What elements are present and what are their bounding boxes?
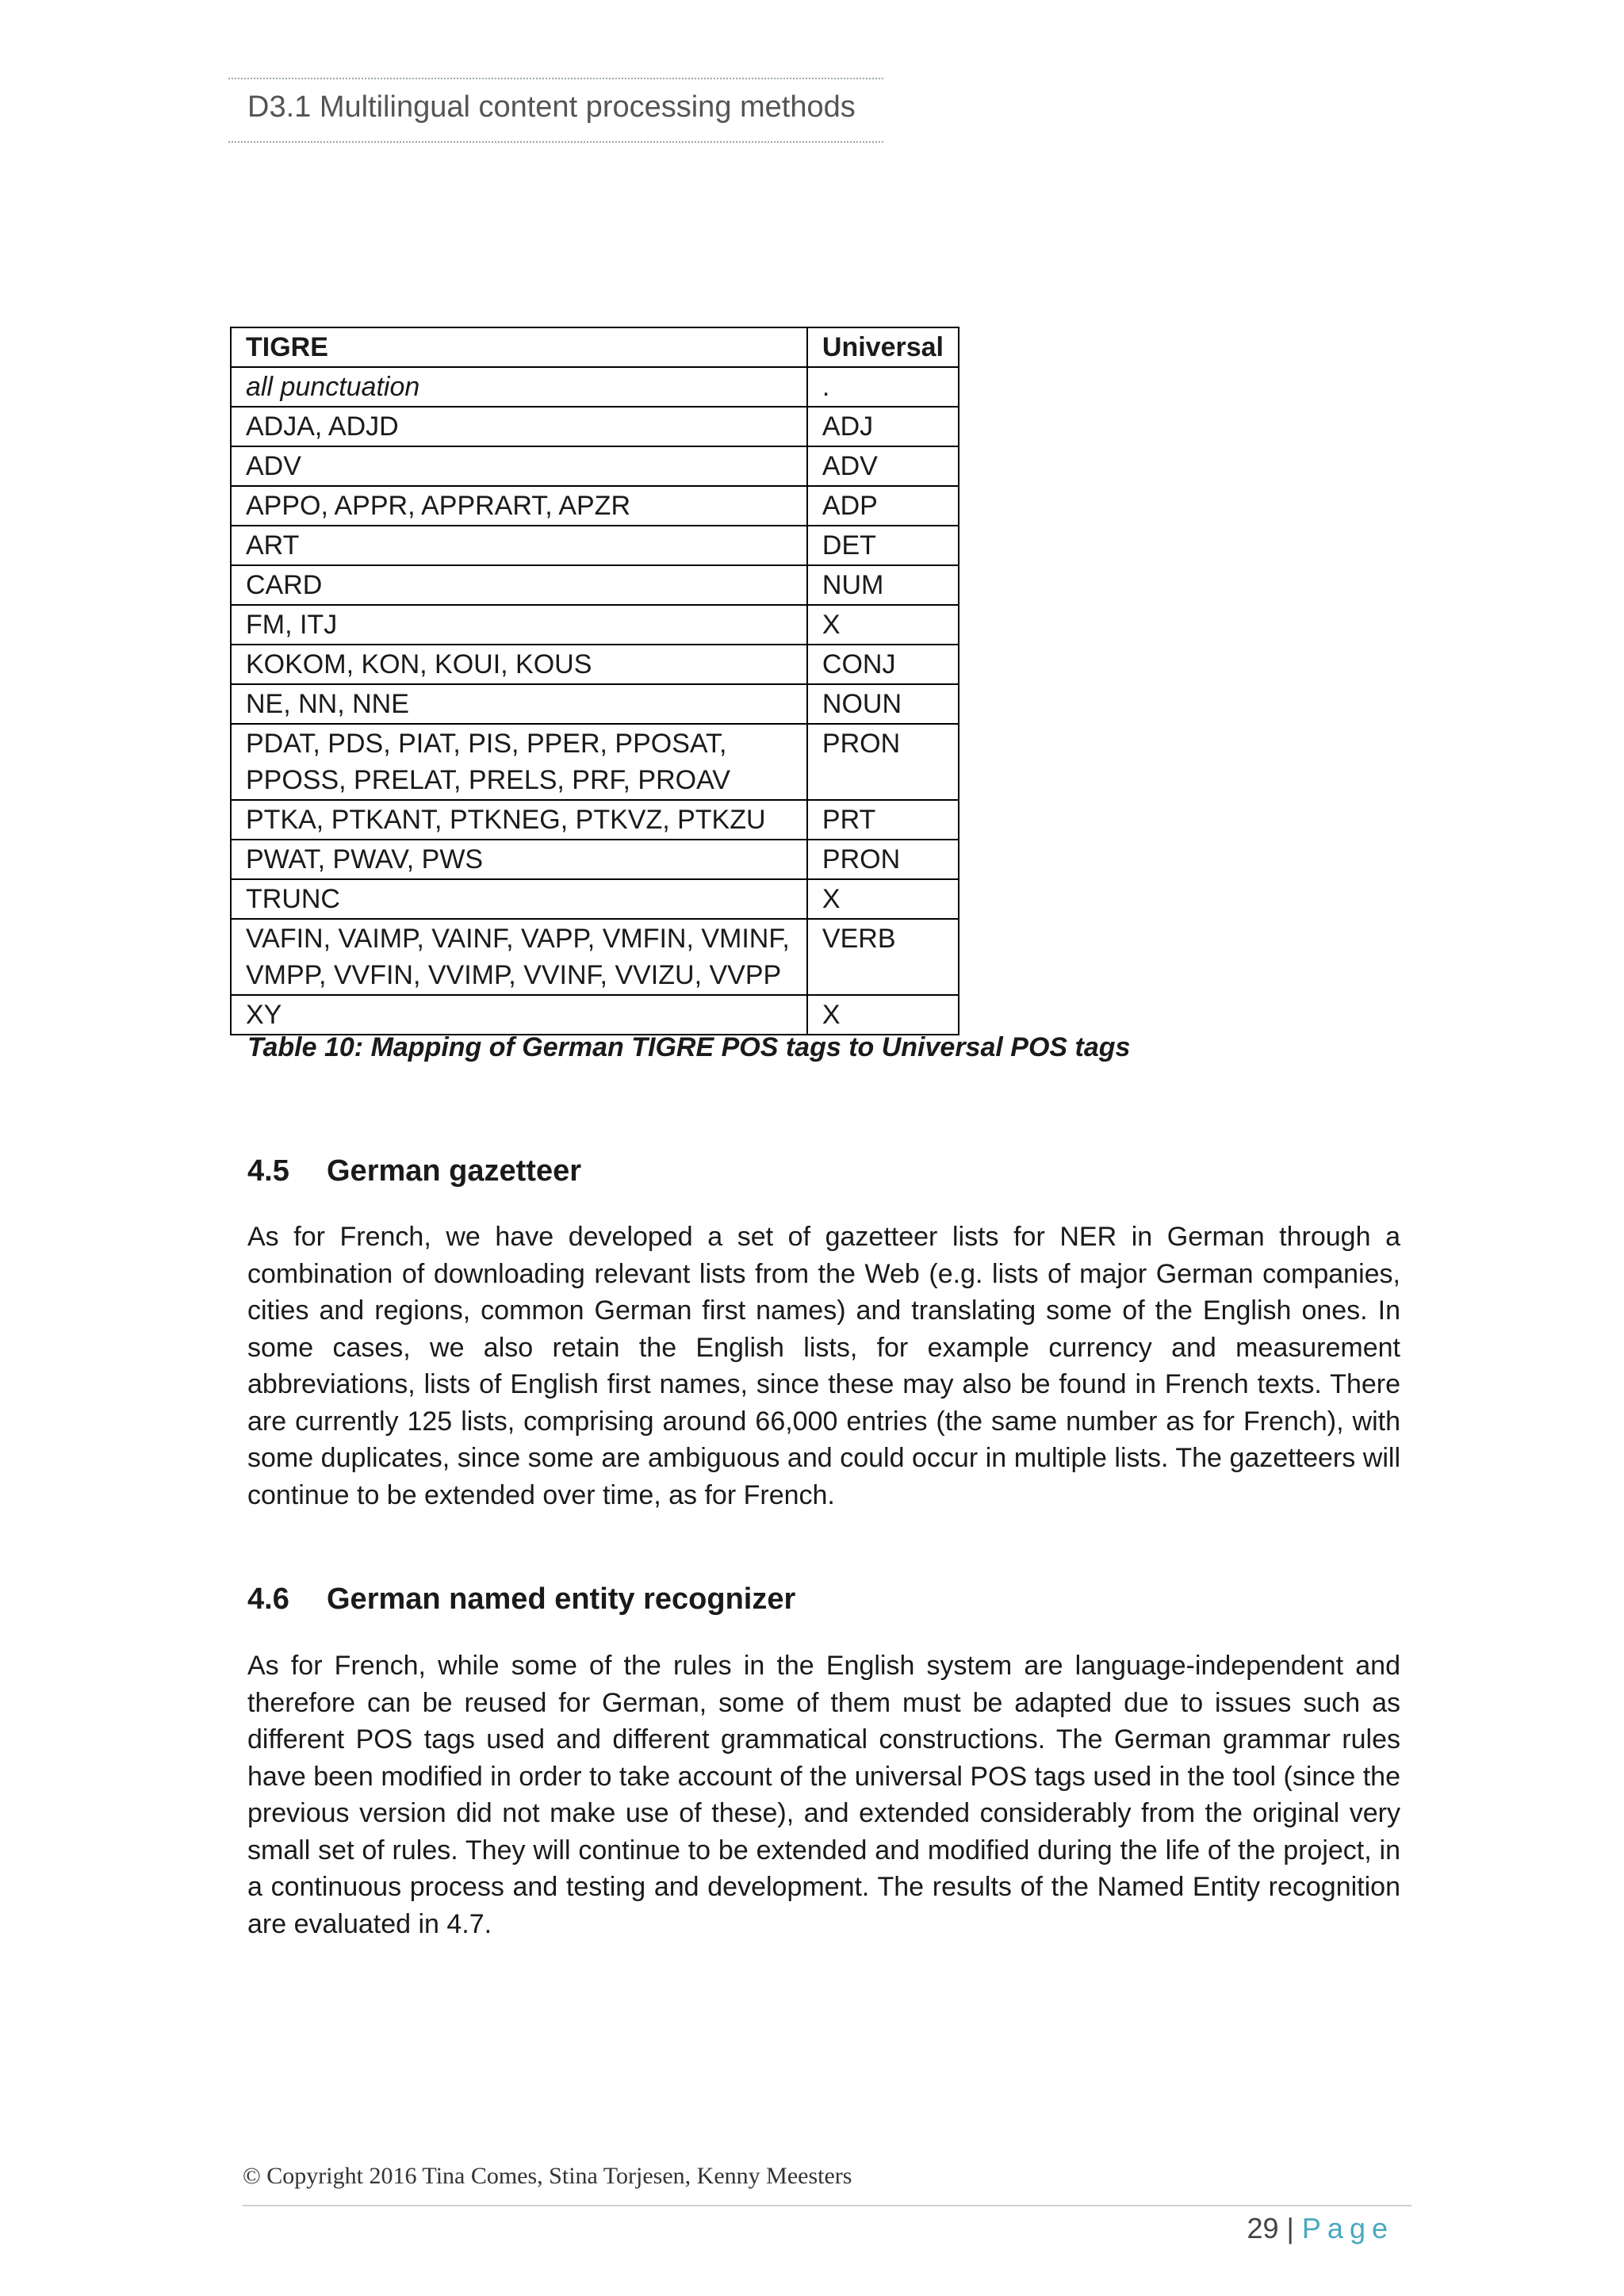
- table-cell-tigre: XY: [231, 995, 807, 1035]
- table-row: [231, 446, 959, 486]
- table-cell-tigre: all punctuation: [231, 367, 807, 407]
- section-number: 4.5: [247, 1154, 289, 1188]
- table-cell-tigre: [231, 724, 807, 800]
- section-title: German named entity recognizer: [327, 1582, 796, 1616]
- section-title: German gazetteer: [327, 1154, 582, 1188]
- table-header-tigre: TIGRE: [231, 327, 807, 367]
- table-cell-tigre: CARD: [231, 565, 807, 605]
- copyright-notice: © Copyright 2016 Tina Comes, Stina Torjesen, Kenny Meesters: [243, 2163, 852, 2189]
- table-row: [231, 919, 959, 995]
- table-cell-tigre: TRUNC: [231, 879, 807, 919]
- table-cell-universal: ADV: [807, 446, 959, 486]
- table-cell-tigre: APPO, APPR, APPRART, APZR: [231, 486, 807, 526]
- table-row: [231, 995, 959, 1035]
- table-row: [231, 879, 959, 919]
- footer-rule: [243, 2205, 1411, 2206]
- table-row: [231, 526, 959, 565]
- table-cell-line: VAFIN, VAIMP, VAINF, VAPP, VMFIN, VMINF,: [246, 924, 790, 954]
- table-header-universal: Universal: [807, 327, 959, 367]
- table-header-row: [231, 327, 959, 367]
- header-rule-top: [228, 78, 883, 79]
- table-cell-universal: CONJ: [807, 645, 959, 684]
- page-label: Page: [1301, 2212, 1394, 2244]
- pos-mapping-table: [230, 327, 959, 1035]
- table-row: [231, 486, 959, 526]
- table-row: [231, 645, 959, 684]
- table-cell-tigre: PWAT, PWAV, PWS: [231, 840, 807, 879]
- table-cell-tigre: FM, ITJ: [231, 605, 807, 645]
- table-cell-universal: PRON: [807, 724, 959, 800]
- table-cell-tigre: ADJA, ADJD: [231, 407, 807, 446]
- section-number: 4.6: [247, 1582, 289, 1616]
- table-cell-line: PPOSS, PRELAT, PRELS, PRF, PROAV: [246, 765, 730, 795]
- page-number-value: 29: [1247, 2212, 1279, 2244]
- table-cell-universal: PRT: [807, 800, 959, 840]
- table-cell-universal: ADJ: [807, 407, 959, 446]
- table-row: [231, 684, 959, 724]
- table-cell-tigre: NE, NN, NNE: [231, 684, 807, 724]
- header-rule-bottom: [228, 141, 883, 143]
- table-row: [231, 724, 959, 800]
- table-cell-universal: X: [807, 995, 959, 1035]
- section-body-ner: As for French, while some of the rules in the English system are language-independent and therefore can be reused for German, some of them must be adapted due to issues such as different POS tags used and different grammatical constructions. The German grammar rules have been modified in order to take account of the universal POS tags used in the tool (since the previous version did not make use of these), and extended considerably from the original very small set of rules. They will continue to be extended and modified during the life of the project, in a continuous process and testing and development. The results of the Named Entity recognition are evaluated in 4.7.: [247, 1651, 1400, 1939]
- table-cell-universal: VERB: [807, 919, 959, 995]
- table-cell-universal: X: [807, 605, 959, 645]
- table-cell-tigre: [231, 919, 807, 995]
- table-cell-universal: DET: [807, 526, 959, 565]
- table-cell-line: VMPP, VVFIN, VVIMP, VVINF, VVIZU, VVPP: [246, 960, 782, 990]
- table-cell-universal: X: [807, 879, 959, 919]
- section-heading-gazetteer: [247, 1154, 581, 1188]
- table-cell-tigre: PTKA, PTKANT, PTKNEG, PTKVZ, PTKZU: [231, 800, 807, 840]
- table-row: [231, 800, 959, 840]
- table-row: [231, 367, 959, 407]
- table-cell-universal: NUM: [807, 565, 959, 605]
- page-number: [1247, 2212, 1394, 2245]
- section-heading-ner: [247, 1582, 795, 1617]
- document-header-title: D3.1 Multilingual content processing methods: [247, 90, 856, 124]
- table-cell-tigre: KOKOM, KON, KOUI, KOUS: [231, 645, 807, 684]
- table-cell-tigre: ART: [231, 526, 807, 565]
- table-cell-universal: NOUN: [807, 684, 959, 724]
- table-cell-line: PDAT, PDS, PIAT, PIS, PPER, PPOSAT,: [246, 729, 727, 759]
- table-row: [231, 605, 959, 645]
- table-row: [231, 565, 959, 605]
- table-cell-tigre: ADV: [231, 446, 807, 486]
- table-cell-universal: ADP: [807, 486, 959, 526]
- table-row: [231, 840, 959, 879]
- table-cell-universal: PRON: [807, 840, 959, 879]
- page-number-separator: |: [1286, 2212, 1294, 2244]
- section-body-gazetteer: As for French, we have developed a set of gazetteer lists for NER in German through a combination of downloading relevant lists from the Web (e.g. lists of major German companies, cities and regions, common German first names) and translating some of the English ones. In some cases, we also retain the English lists, for example currency and measurement abbreviations, lists of English first names, since these may also be found in French texts. There are currently 125 lists, comprising around 66,000 entries (the same number as for French), with some duplicates, since some are ambiguous and could occur in multiple lists. The gazetteers will continue to be extended over time, as for French.: [247, 1222, 1400, 1510]
- table-row: [231, 407, 959, 446]
- table-cell-universal: .: [807, 367, 959, 407]
- table-caption: Table 10: Mapping of German TIGRE POS tags to Universal POS tags: [247, 1032, 1131, 1062]
